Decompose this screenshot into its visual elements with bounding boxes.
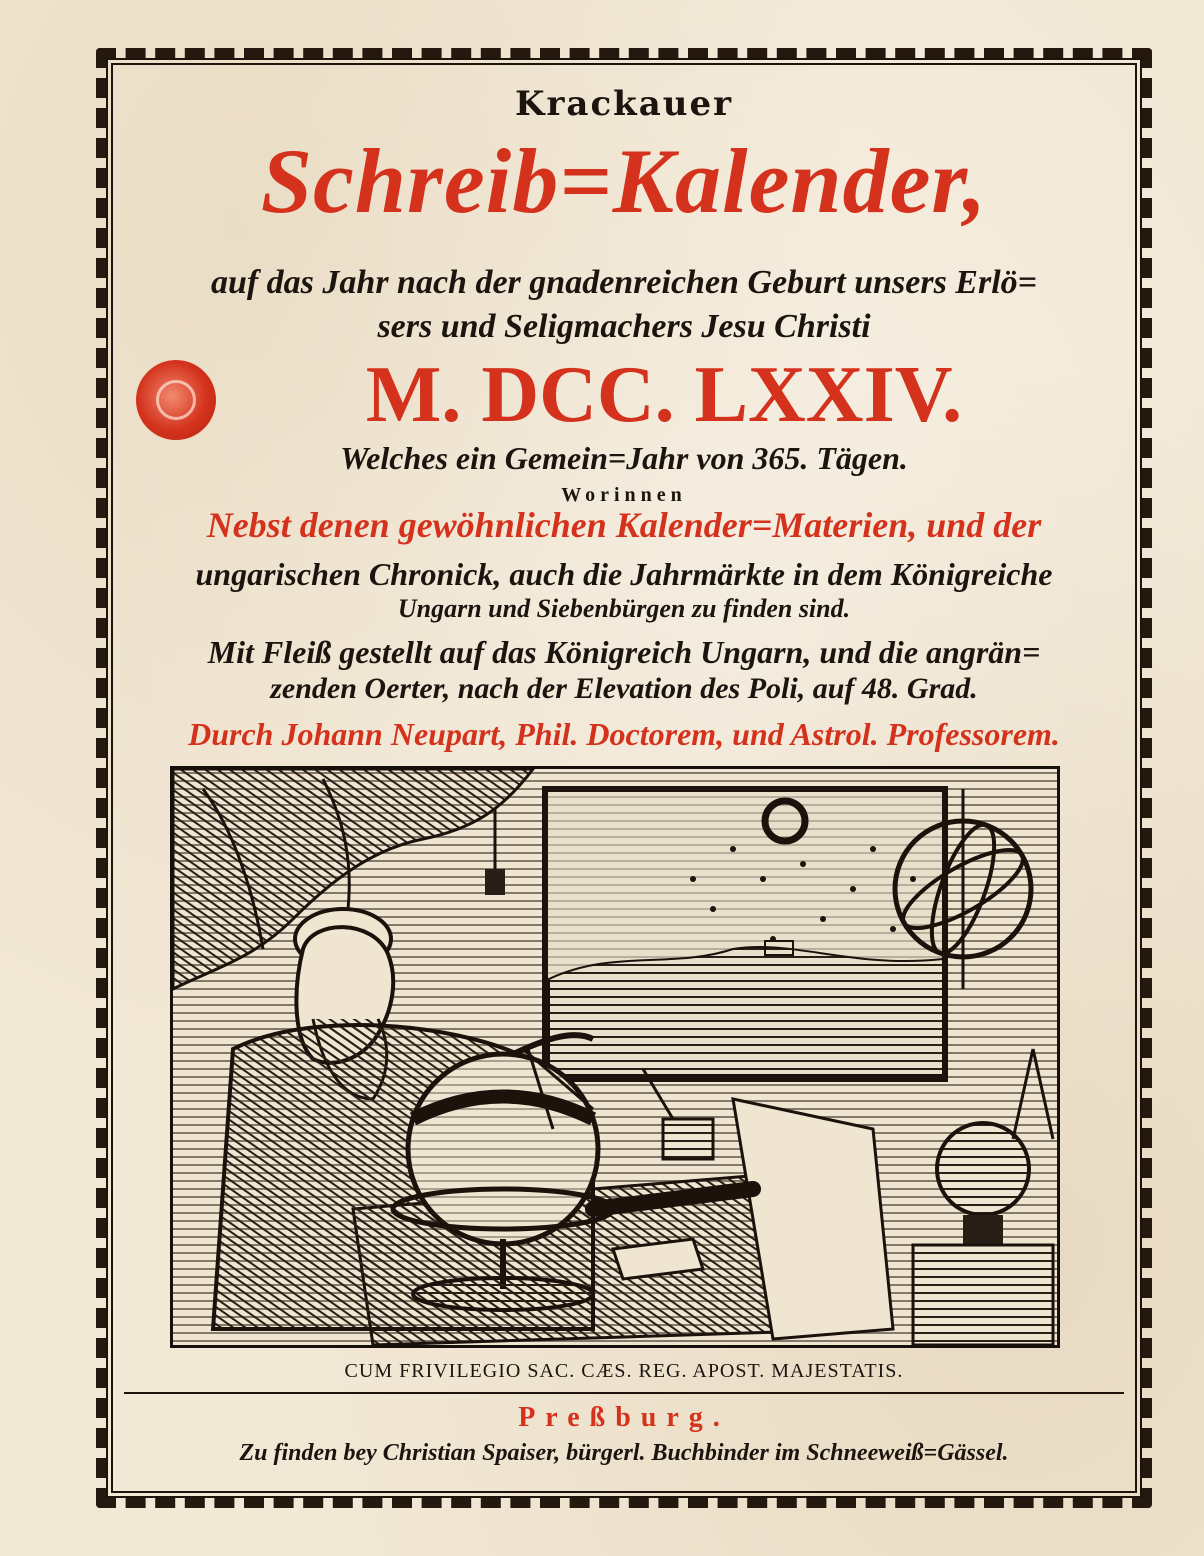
place-title: Krackauer <box>514 84 734 124</box>
contents-line-2: ungarischen Chronick, auch die Jahrmärkte in dem Königreiche <box>195 556 1053 592</box>
subtitle-line-2: sers und Seligmachers Jesu Christi <box>377 308 871 345</box>
divider-rule <box>124 1392 1124 1394</box>
compiled-line-2: zenden Oerter, nach der Elevation des Poli, auf 48. Grad. <box>270 672 978 705</box>
privilege-line: CUM FRIVILEGIO SAC. CÆS. REG. APOST. MAJESTATIS. <box>344 1360 904 1382</box>
contents-line-1: Nebst denen gewöhnlichen Kalender=Materien, und der <box>206 505 1042 545</box>
worinnen-label: Worinnen <box>561 484 687 506</box>
author-line: Durch Johann Neupart, Phil. Doctorem, und Astrol. Professorem. <box>188 716 1060 752</box>
contents-line-3: Ungarn und Siebenbürgen zu finden sind. <box>397 594 851 623</box>
compiled-line-1: Mit Fleiß gestellt auf das Königreich Ungarn, und die angrän= <box>207 634 1041 670</box>
subtitle-line-1: auf das Jahr nach der gnadenreichen Geburt unsers Erlö= <box>210 264 1038 301</box>
imprint-publisher: Zu finden bey Christian Spaiser, bürgerl. Buchbinder im Schneeweiß=Gässel. <box>239 1440 1009 1466</box>
main-title: Schreib=Kalender, <box>260 130 988 232</box>
imprint-city: Preßburg. <box>518 1402 730 1433</box>
year-roman-numeral: M. DCC. LXXIV. <box>365 351 963 439</box>
common-year-line: Welches ein Gemein=Jahr von 365. Tägen. <box>340 440 908 476</box>
astronomer-woodcut-illustration <box>170 766 1060 1348</box>
